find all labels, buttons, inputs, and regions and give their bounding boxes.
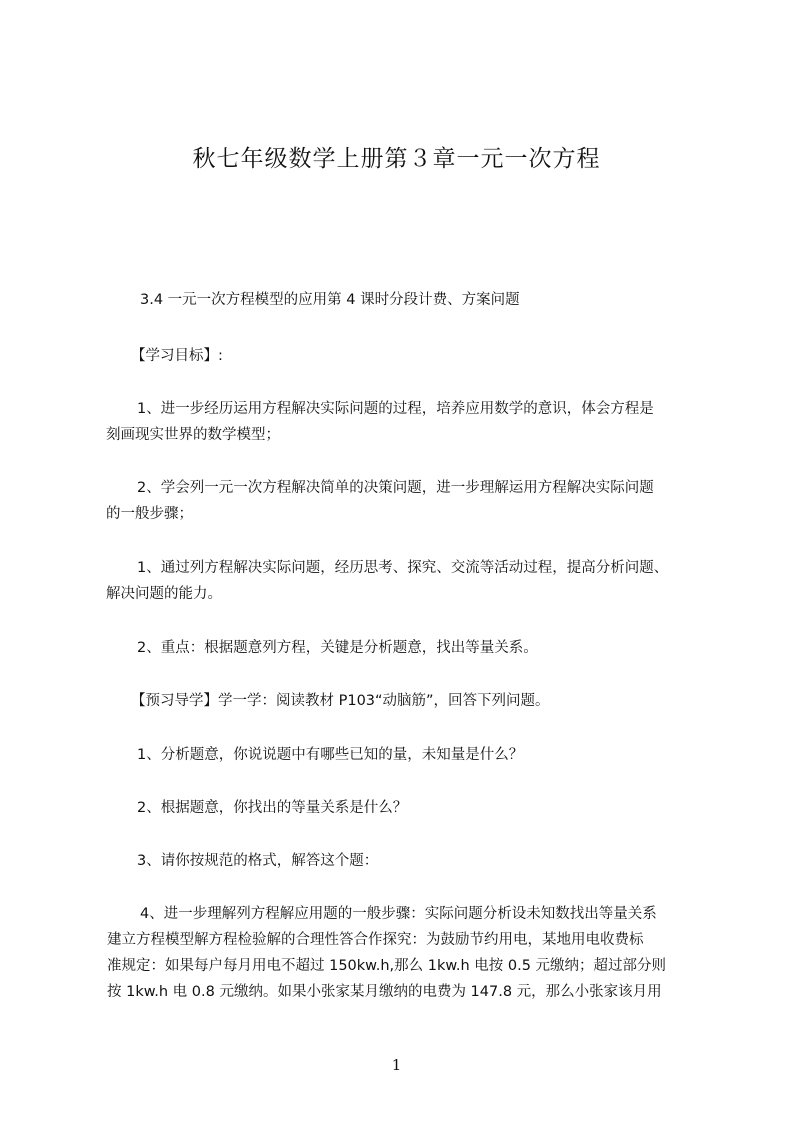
question-3: 3、请你按规范的格式，解答这个题： [137,853,379,869]
objective-line-6: 解决问题的能力。 [106,586,222,602]
question-1: 1、分析题意，你说说题中有哪些已知的量，未知量是什么？ [137,747,524,763]
steps-line-3: 准规定：如果每户每月用电不超过 150kw.h,那么 1kw.h 电按 0.5 元缴纳；超过部分则 [107,958,667,974]
objective-line-1: 1、进一步经历运用方程解决实际问题的过程，培养应用数学的意识，体会方程是 [137,401,654,417]
objective-line-3: 2、学会列一元一次方程解决简单的决策问题，进一步理解运用方程解决实际问题 [137,480,654,496]
objectives-heading: 【学习目标】: [131,348,223,364]
page-number: 1 [391,1056,402,1074]
steps-line-2: 建立方程模型解方程检验解的合理性答合作探究：为鼓励节约用电，某地用电收费标 [107,932,644,948]
objective-line-7: 2、重点：根据题意列方程，关键是分析题意，找出等量关系。 [137,640,538,656]
objective-line-4: 的一般步骤； [106,506,193,522]
objective-line-5: 1、通过列方程解决实际问题，经历思考、探究、交流等活动过程，提高分析问题、 [137,560,669,576]
lesson-title: 3.4 一元一次方程模型的应用第 4 课时分段计费、方案问题 [140,292,520,308]
steps-line-1: 4、进一步理解列方程解应用题的一般步骤：实际问题分析设未知数找出等量关系 [140,906,657,922]
question-2: 2、根据题意，你找出的等量关系是什么？ [137,800,408,816]
objective-line-2: 刻画现实世界的数学模型； [106,427,280,443]
preview-guide-line: 【预习导学】学一学：阅读教材 P103“动脑筋”，回答下列问题。 [131,693,550,709]
document-title: 秋七年级数学上册第３章一元一次方程 [192,146,601,172]
steps-line-4: 按 1kw.h 电 0.8 元缴纳。如果小张家某月缴纳的电费为 147.8 元，那么小张家该月用 [107,984,662,1000]
